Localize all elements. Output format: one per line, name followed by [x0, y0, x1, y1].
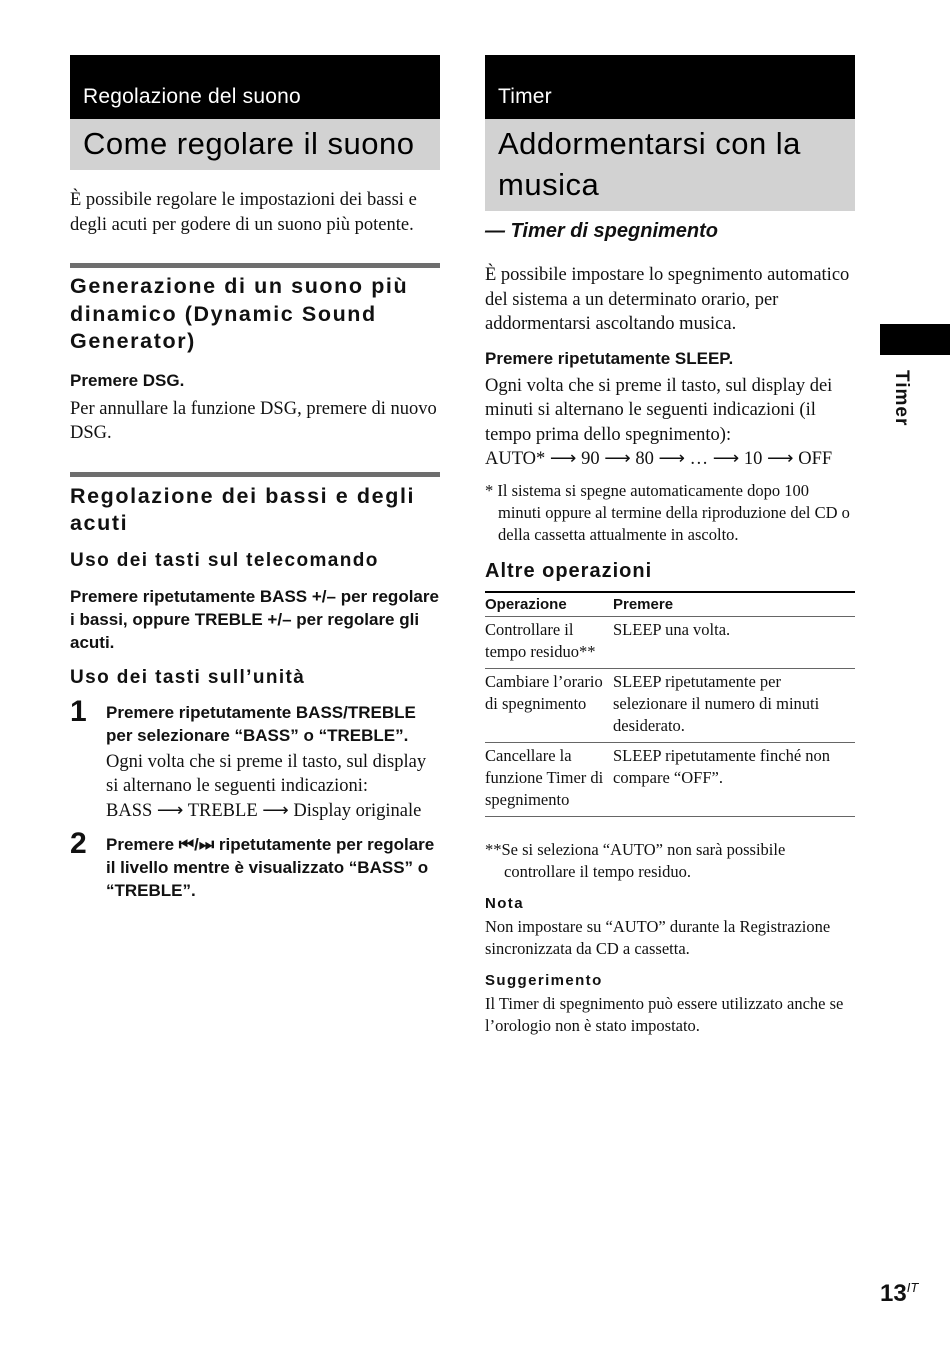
instruction-sleep: Premere ripetutamente SLEEP. [485, 348, 734, 368]
table-header-row [485, 592, 855, 617]
column-header: Premere [613, 592, 855, 617]
column-header: Operazione [485, 592, 613, 617]
operations-table [485, 591, 855, 817]
heading-remote: Uso dei tasti sul telecomando [70, 549, 379, 571]
arrow-icon: ⟶ [658, 449, 686, 469]
arrow-icon: ⟶ [712, 449, 740, 469]
table-row [485, 668, 855, 742]
step-2 [70, 827, 440, 902]
subtitle-timer: — Timer di spegnimento [485, 220, 718, 242]
table-cell: SLEEP ripetutamente finché non compare “OFF”. [613, 742, 855, 816]
arrow-icon: ⟶ [549, 449, 577, 469]
intro-sound: È possibile regolare le impostazioni dei bassi e degli acuti per godere di un suono più potente. [70, 190, 417, 235]
instruction-dsg: Premere DSG. [70, 370, 185, 390]
step-1-instruction: Premere ripetutamente BASS/TREBLE per selezionare “BASS” o “TREBLE”. [106, 702, 416, 745]
step-1 [70, 694, 440, 824]
heading-unit: Uso dei tasti sull’unità [70, 666, 306, 688]
arrow-icon: ⟶ [262, 800, 289, 821]
footnote-auto: * Il sistema si spegne automaticamente dopo 100 minuti oppure al termine della riproduzione del CD o della cassetta attualmente in ascolto. [485, 480, 850, 544]
section-label-timer: Timer [485, 55, 855, 119]
text-dsg: Per annullare la funzione DSG, premere di nuovo DSG. [70, 398, 437, 443]
table-cell: Cancellare la funzione Timer di spegnimento [485, 742, 613, 816]
step-2-instruction: Premere ⏮/⏭ ripetutamente per regolare il livello mentre è visualizzato “BASS” o “TREBLE”. [106, 835, 435, 900]
heading-bass-treble: Regolazione dei bassi e degli acuti [70, 483, 416, 535]
footnote-remaining-time: **Se si seleziona “AUTO” non sarà possibile controllare il tempo residuo. [485, 839, 786, 881]
page-title-sound: Come regolare il suono [70, 119, 440, 170]
instruction-remote: Premere ripetutamente BASS +/– per regolare i bassi, oppure TREBLE +/– per regolare gli acuti. [70, 586, 439, 652]
prev-next-icon: ⏮/⏭ [178, 835, 215, 854]
table-cell: Controllare il tempo residuo** [485, 616, 613, 668]
tip-heading: Suggerimento [485, 971, 603, 989]
divider [70, 263, 440, 268]
left-column [70, 55, 440, 902]
arrow-icon: ⟶ [604, 449, 631, 469]
heading-other-operations: Altre operazioni [485, 559, 653, 582]
sequence-bass-treble: BASS ⟶ TREBLE ⟶ Display originale [106, 799, 440, 824]
tip-text: Il Timer di spegnimento può essere utilizzato anche se l’orologio non è stato impostato. [485, 993, 844, 1035]
side-tab-label: Timer [891, 370, 912, 427]
note-text: Non impostare su “AUTO” durante la Registrazione sincronizzata da CD a cassetta. [485, 916, 831, 958]
heading-dsg: Generazione di un suono più dinamico (Dynamic Sound Generator) [70, 274, 409, 353]
section-label-sound: Regolazione del suono [70, 55, 440, 119]
table-cell: SLEEP ripetutamente per selezionare il numero di minuti desiderato. [613, 668, 855, 742]
arrow-icon: ⟶ [767, 449, 794, 469]
table-row [485, 616, 855, 668]
step-1-description: Ogni volta che si preme il tasto, sul display si alternano le seguenti indicazioni: [106, 751, 427, 796]
step-number: 1 [70, 694, 87, 728]
table-cell: Cambiare l’orario di spegnimento [485, 668, 613, 742]
description-sleep: Ogni volta che si preme il tasto, sul display dei minuti si alternano le seguenti indicazioni (il tempo prima dello spegnimento): [485, 375, 833, 445]
note-heading: Nota [485, 894, 524, 912]
side-tab-marker [880, 324, 950, 355]
page-number: $13^{IT}$ [880, 1280, 919, 1307]
step-number: 2 [70, 827, 87, 860]
divider [70, 472, 440, 477]
page-title-timer: Addormentarsi con la musica [485, 119, 855, 211]
sequence-sleep: AUTO* ⟶ 90 ⟶ 80 ⟶ … ⟶ 10 ⟶ OFF [485, 447, 855, 472]
intro-timer: È possibile impostare lo spegnimento automatico del sistema a un determinato orario, per addormentarsi ascoltando musica. [485, 265, 850, 334]
arrow-icon: ⟶ [156, 800, 184, 821]
table-cell: SLEEP una volta. [613, 616, 855, 668]
right-column [485, 55, 855, 1037]
table-row [485, 742, 855, 816]
